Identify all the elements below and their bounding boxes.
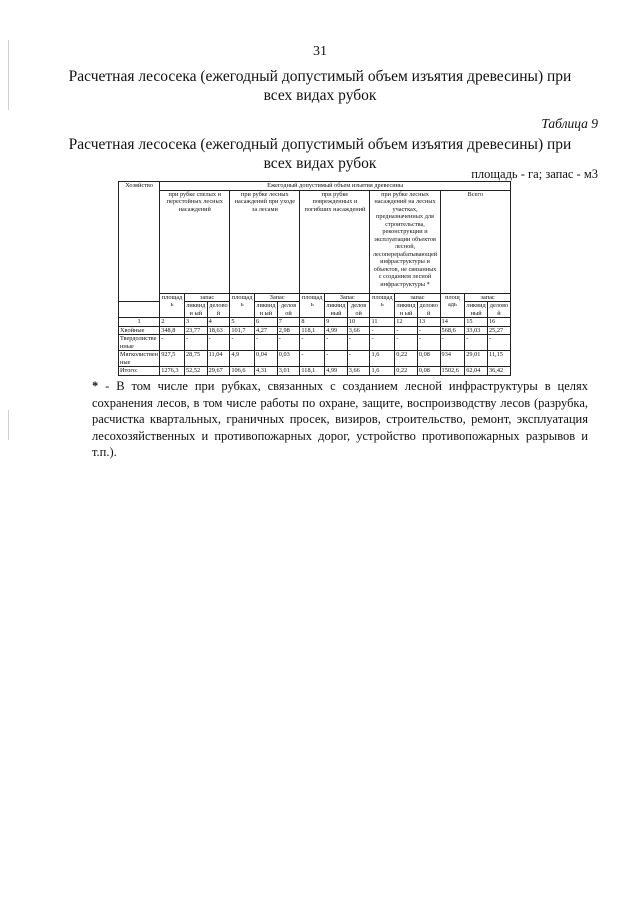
header-annual: Ежегодный допустимый объем изъятия древесины [160,182,511,191]
col-liquid-1: ликвидн ый [186,302,206,317]
table-cell: - [347,335,370,351]
col-business-2: делов ой [277,302,300,318]
group-care: при рубке лесных насаждений при уходе за лесами [230,190,300,293]
row-label: Мягколиственные [120,351,159,366]
table-row [119,335,511,351]
col-business-4: деловой [417,302,440,318]
column-number: 16 [487,318,510,327]
column-number: 15 [465,318,488,327]
table-cell: 11,04 [207,351,230,367]
col-business-5: деловой [487,302,510,318]
table-cell: 36,42 [487,367,510,376]
column-number: 2 [160,318,185,327]
table-cell: - [417,326,440,335]
farm-spacer [119,302,160,318]
table-cell: - [417,335,440,351]
header-farm: Хозяйство [119,182,160,302]
table-cell: - [325,351,348,367]
column-number: 10 [347,318,370,327]
col-stock-3: Запас [325,293,370,302]
table-cell: 4,99 [325,367,348,376]
col-stock-2: Запас [255,293,300,302]
table-cell: 118,1 [300,326,325,335]
table-cell: 4,99 [325,326,348,335]
table-cell: 934 [440,351,465,367]
col-area-4: площад ь [370,293,395,318]
col-liquid-4: ликвидн ый [396,302,416,317]
table-cell: 1276,3 [160,367,185,376]
table-cell: 0,22 [395,351,418,367]
table-cell: 52,52 [184,367,207,376]
row-label: Хвойные [119,326,160,335]
table-cell: 3,66 [347,367,370,376]
column-number-row [119,318,511,327]
table-cell: 28,75 [184,351,207,367]
col-area-5: площ адь [440,293,465,318]
group-total: Всего [440,190,510,293]
table-cell: 4,9 [230,351,255,367]
table-cell: - [300,335,325,351]
table-cell: 4,27 [255,326,278,335]
table-cell: - [347,351,370,367]
col-business-3: делов ой [347,302,370,318]
column-number: 14 [440,318,465,327]
table-cell: 0,08 [417,367,440,376]
table-cell: 0,08 [417,351,440,367]
heading-top: Расчетная лесосека (ежегодный допустимый объем изъятия древесины) при всех видах рубок [68,68,572,104]
table-body [119,326,511,375]
table-cell: - [184,335,207,351]
table-cell: - [395,326,418,335]
table-cell: 29,01 [465,351,488,367]
footnote-star: * [92,379,99,393]
table-cell: 118,1 [300,367,325,376]
col-liquid-3: ликвидный [326,302,346,317]
table-cell: 3,66 [347,326,370,335]
table-cell: 1,6 [370,351,395,367]
footnote [92,378,588,461]
table-cell: 2,98 [277,326,300,335]
table-cell: 927,5 [160,351,185,367]
column-number: 3 [184,318,207,327]
table-title: Расчетная лесосека (ежегодный допустимый объем изъятия древесины) при всех видах рубок [68,136,572,172]
units-note: площадь - га; запас - м3 [471,167,598,181]
col-area-1: площад ь [160,293,185,318]
table-cell: - [370,326,395,335]
row-label: Итого: [119,367,160,376]
scan-edge-mark [8,40,9,110]
table-cell: - [465,335,488,351]
col-liquid-5: ликвидный [466,302,486,317]
table-cell: 106,6 [230,367,255,376]
table-cell: 62,04 [465,367,488,376]
table-cell: 29,67 [207,367,230,376]
table-cell: - [230,335,255,351]
column-number: 9 [325,318,348,327]
table-cell: - [395,335,418,351]
group-damaged: при рубке поврежденных и погибших насаждений [300,190,370,293]
group-mature: при рубке спелых и перестойных лесных насаждений [160,190,230,293]
column-number: 11 [370,318,395,327]
footnote-text: - В том числе при рубках, связанных с созданием лесной инфраструктуры в целях сохранения лесов, в том числе работы по охране, защите, воспроизводству лесов (разрубка, расчистка квартальных, граничных просек, визиров, строительство, ремонт, эксплуатация лесохозяйственных и противопожарных дорог, устройство противопожарных разрывов и т.п.). [92,379,588,459]
table-cell: 568,6 [440,326,465,335]
col-stock-4: запас [395,293,440,302]
col-liquid-2: ликвидн ый [256,302,276,317]
table-cell: - [487,335,510,351]
table-label: Таблица 9 [541,116,598,131]
header-row-1 [119,182,511,191]
table-cell: 0,04 [255,351,278,367]
col-area-2: площад ь [230,293,255,318]
header-row-3 [119,293,511,302]
header-row-2 [119,190,511,293]
col-stock-5: запас [465,293,511,302]
table-cell: - [440,335,465,351]
col-area-3: площад ь [300,293,325,318]
table-cell: 3,01 [277,367,300,376]
logging-table [118,181,511,376]
table-cell: 33,03 [465,326,488,335]
table-cell: - [255,335,278,351]
table-cell: 0,03 [277,351,300,367]
table-cell: - [300,351,325,367]
page-number: 31 [313,44,327,59]
table-cell: 348,8 [160,326,185,335]
table-row [119,326,511,335]
table-row [119,367,511,376]
table-cell: 1,6 [370,367,395,376]
column-number: 8 [300,318,325,327]
column-number: 1 [119,318,160,327]
table-cell: 11,15 [487,351,510,367]
column-number: 5 [230,318,255,327]
scan-edge-mark [8,410,9,440]
row-label: Твердолиственные [119,335,160,351]
table-cell: 1502,6 [440,367,465,376]
table-cell: 23,77 [184,326,207,335]
table-cell: - [160,335,185,351]
column-number: 4 [207,318,230,327]
table-cell: - [207,335,230,351]
column-number: 12 [395,318,418,327]
table-cell: - [370,335,395,351]
column-number: 7 [277,318,300,327]
table-cell: - [277,335,300,351]
table-cell: 18,63 [207,326,230,335]
col-stock-1: запас [184,293,229,302]
table-cell: 25,27 [487,326,510,335]
column-number: 13 [417,318,440,327]
column-number: 6 [255,318,278,327]
table-row [119,351,511,367]
table-cell: - [325,335,348,351]
table-cell: 4,31 [255,367,278,376]
table-cell: 101,7 [230,326,255,335]
column-numbers [119,318,511,327]
col-business-1: деловой [207,302,230,318]
group-infrastructure: при рубке лесных насаждений на лесных участках, предназначенных для строительства, реконструкции и эксплуатации объектов лесной, лесоперерабатывающей инфраструктуры и объектов, не связанных с созданием лесной инфраструктуры * [370,190,440,293]
table-cell: 0,22 [395,367,418,376]
